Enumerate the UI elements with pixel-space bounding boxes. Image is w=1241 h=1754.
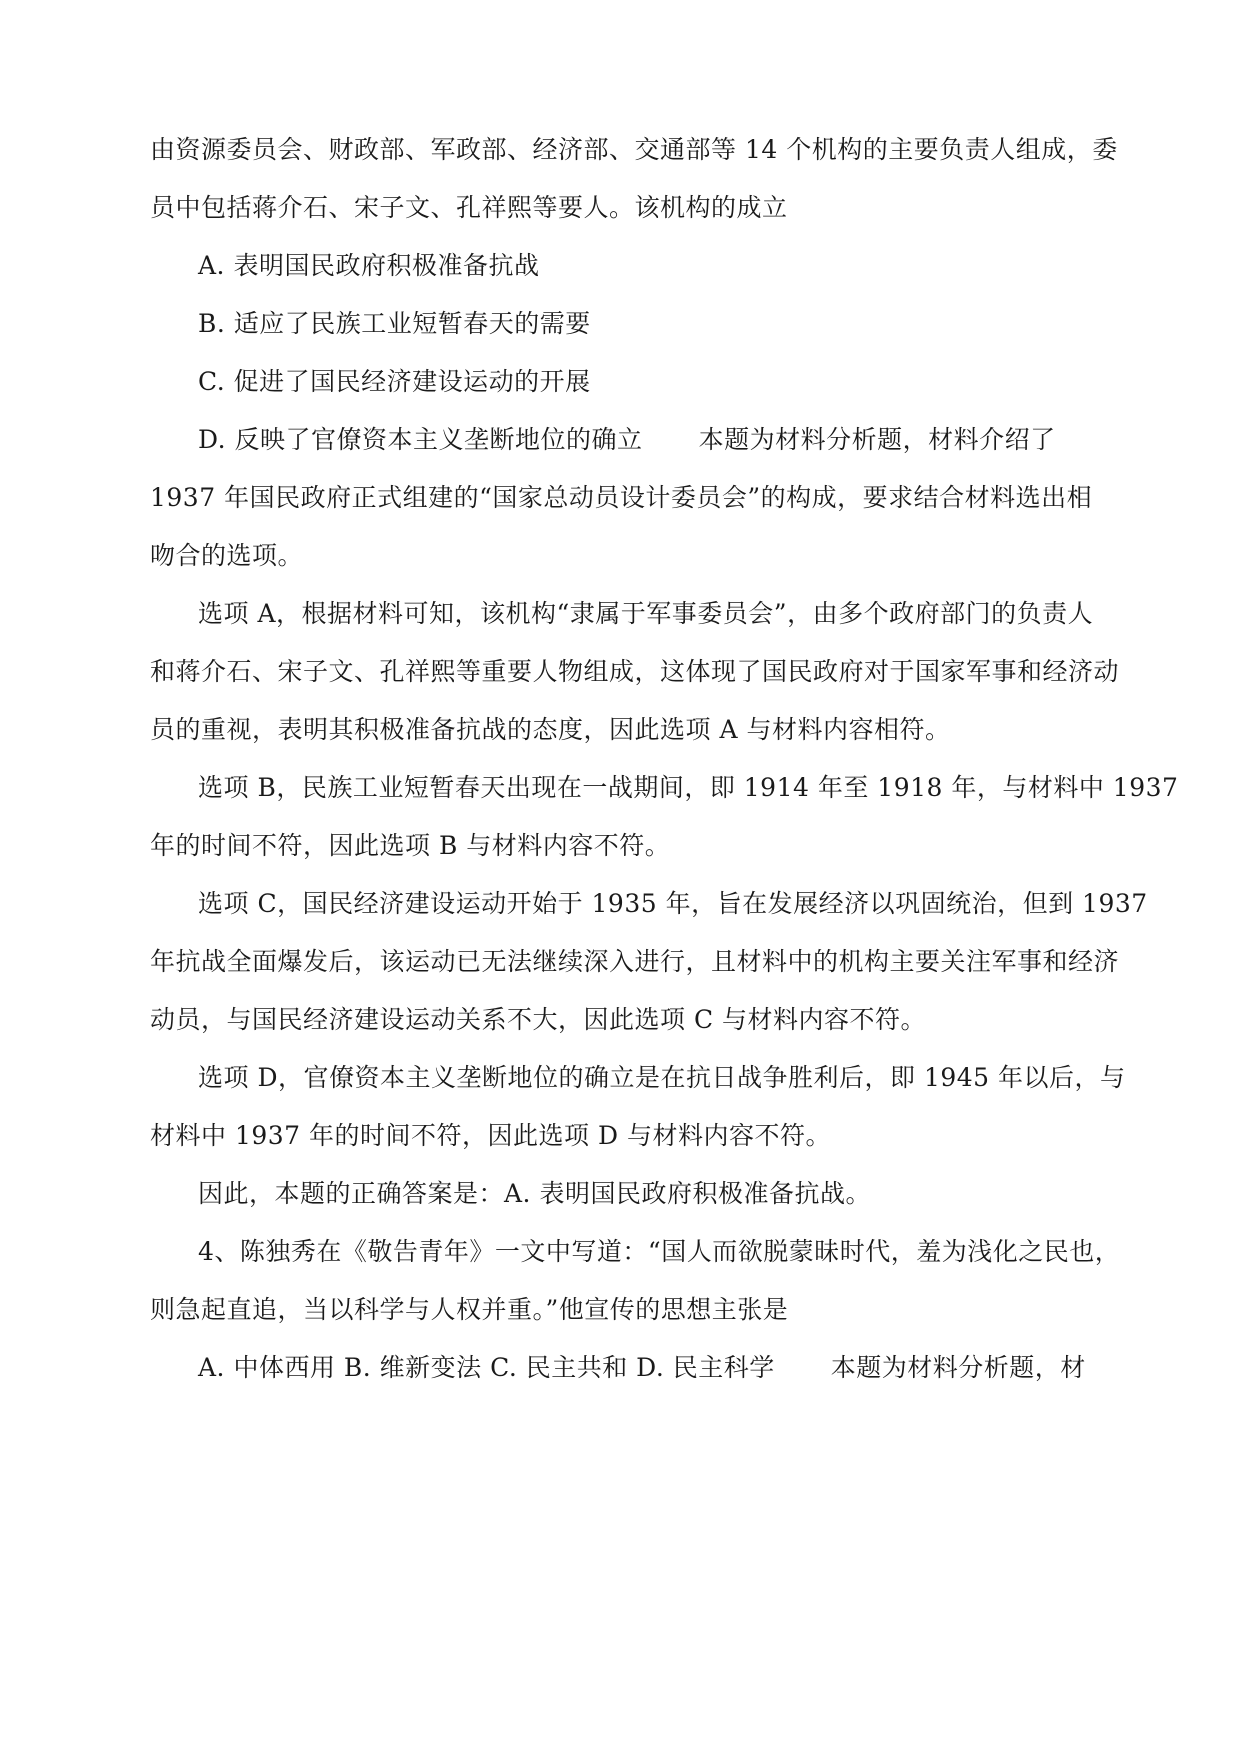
text-line: 员中包括蒋介石、宋子文、孔祥熙等要人。该机构的成立 xyxy=(150,193,788,222)
option-a: A. 表明国民政府积极准备抗战 xyxy=(198,251,540,280)
text-line: 则急起直追，当以科学与人权并重。”他宣传的思想主张是 xyxy=(150,1295,789,1324)
analysis-d: 选项 D，官僚资本主义垄断地位的确立是在抗日战争胜利后，即 1945 年以后，与 xyxy=(198,1063,1126,1092)
option-c: C. 促进了国民经济建设运动的开展 xyxy=(198,367,591,396)
text-line: 吻合的选项。 xyxy=(150,541,304,570)
text-line: 动员，与国民经济建设运动关系不大，因此选项 C 与材料内容不符。 xyxy=(150,1005,927,1034)
analysis-intro: 本题为材料分析题，材料介绍了 xyxy=(698,425,1056,454)
text-line: 年的时间不符，因此选项 B 与材料内容不符。 xyxy=(150,831,671,860)
question-4-options-line xyxy=(198,1352,1086,1384)
option-d-line xyxy=(198,424,1056,456)
question-4: 4、陈独秀在《敬告青年》一文中写道：“国人而欲脱蒙昧时代，羞为浅化之民也， xyxy=(198,1237,1121,1266)
analysis-b: 选项 B，民族工业短暂春天出现在一战期间，即 1914 年至 1918 年，与材料中 1937 xyxy=(198,773,1179,802)
analysis-c: 选项 C，国民经济建设运动开始于 1935 年，旨在发展经济以巩固统治，但到 1937 xyxy=(198,889,1148,918)
option-b: B. 适应了民族工业短暂春天的需要 xyxy=(198,309,591,338)
text-line: 材料中 1937 年的时间不符，因此选项 D 与材料内容不符。 xyxy=(150,1121,831,1150)
text-line: 和蒋介石、宋子文、孔祥熙等重要人物组成，这体现了国民政府对于国家军事和经济动 xyxy=(150,657,1120,686)
analysis-a: 选项 A，根据材料可知，该机构“隶属于军事委员会”，由多个政府部门的负责人 xyxy=(198,599,1094,628)
answer-line: 因此，本题的正确答案是：A. 表明国民政府积极准备抗战。 xyxy=(198,1179,871,1208)
text-line: 1937 年国民政府正式组建的“国家总动员设计委员会”的构成，要求结合材料选出相 xyxy=(150,483,1093,512)
text-line: 年抗战全面爆发后，该运动已无法继续深入进行，且材料中的机构主要关注军事和经济 xyxy=(150,947,1120,976)
analysis-intro: 本题为材料分析题，材 xyxy=(830,1353,1086,1382)
option-d: D. 反映了官僚资本主义垄断地位的确立 xyxy=(198,425,643,454)
question-4-options: A. 中体西用 B. 维新变法 C. 民主共和 D. 民主科学 xyxy=(198,1353,775,1382)
text-line: 员的重视，表明其积极准备抗战的态度，因此选项 A 与材料内容相符。 xyxy=(150,715,951,744)
text-line: 由资源委员会、财政部、军政部、经济部、交通部等 14 个机构的主要负责人组成，委 xyxy=(150,135,1118,164)
